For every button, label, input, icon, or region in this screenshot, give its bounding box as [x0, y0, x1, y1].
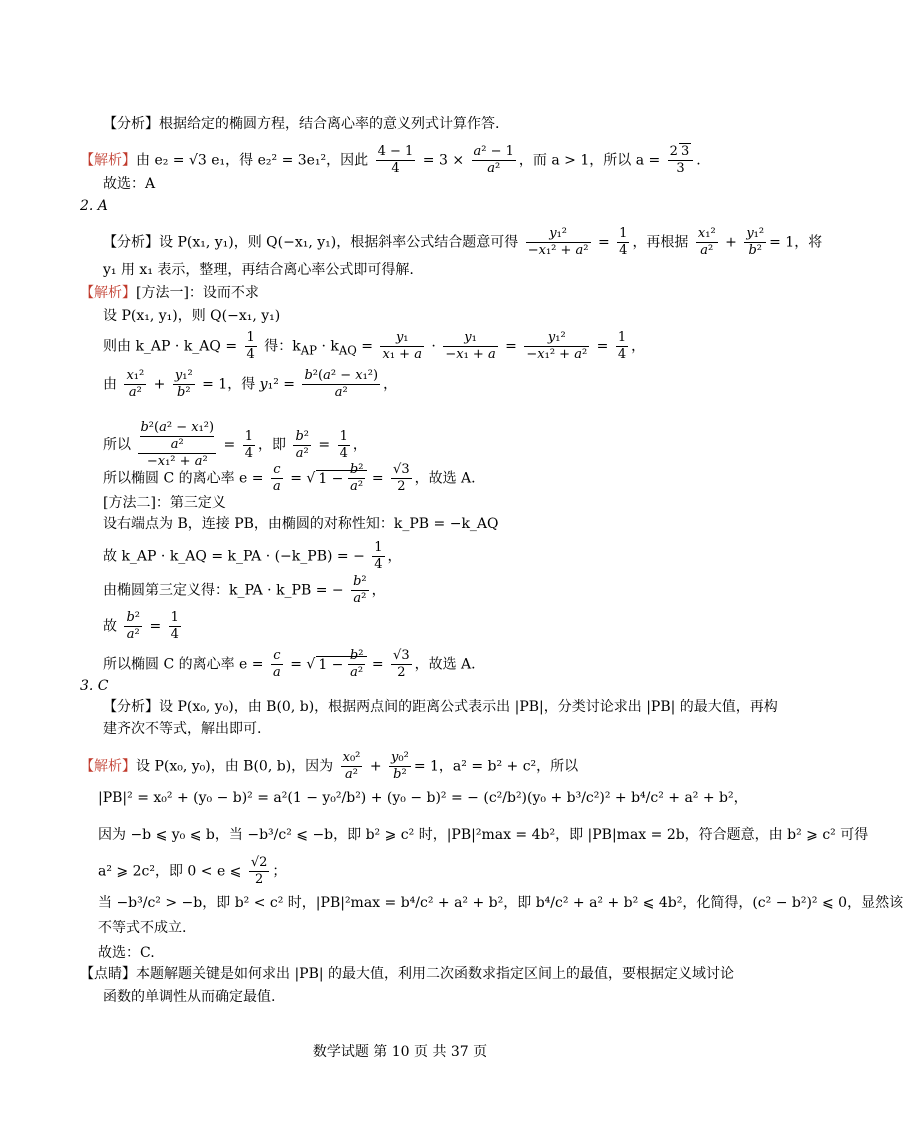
fraction: $\frac{1}{4}$ — [339, 428, 348, 461]
fraction: $\frac{\text{b²}}{\text{a²}}$ — [126, 610, 140, 642]
fraction: $\frac{1}{4}$ — [244, 428, 253, 461]
sol-line1-tail: = 1，a² = b² + c²，所以 — [413, 758, 579, 775]
ecc-text: 所以椭圆 C 的离心率 e = — [103, 656, 264, 673]
q3-case1-result: a² ⩾ 2c²，即 0 < e ⩽ $\frac{√2}{2}$ ； — [98, 855, 287, 887]
therefore-text: 所以 — [103, 437, 131, 453]
q2-therefore1: 所以 b²(a² − x₁²) a² −x₁² + a² = $\frac{1}{4}$ ，即 $\frac{\text{b²}}{\text{a²}}$ = $\frac{1}{4}$ ， — [103, 420, 367, 469]
case1-result-text: a² ⩾ 2c²，即 0 < e ⩽ — [98, 863, 242, 880]
q1-analysis: 【分析】根据给定的椭圆方程，结合离心率的意义列式计算作答. — [103, 116, 500, 132]
method1-label: [方法一]：设而不求 — [136, 285, 259, 301]
q2-kap-line: 则由 k_AP · k_AQ = $\frac{1}{4}$ 得：$k_{AP} \cdot k_{AQ}$ = $\frac{\text{y₁}}{\text{x₁ + a}}$ · $\frac{\text{y₁}}{\text{−x₁ + a}}$ = $\frac{\text{y₁²}}{\text{−x₁² + a²}}$ = $\frac{1}{4}$ ， — [103, 330, 646, 362]
fraction: $\frac{\text{y₁}}{\text{x₁ + a}}$ — [382, 330, 422, 362]
fraction: $\frac{√3}{2}$ — [393, 648, 410, 680]
solution-tag: 【解析】 — [80, 152, 136, 169]
q2-set-pq: 设 P(x₁, y₁)，则 Q(−x₁, y₁) — [103, 308, 281, 324]
q1-solution: 【解析】由 e₂ = √3 e₁，得 e₂² = 3e₁²，因此 $\frac{4 - 1}{4}$ = 3 × $\frac{\text{a² − 1}}{\text{a²}}$ ，而 a > 1，所以 a = $\frac{2 3}{3}$ . — [80, 144, 701, 176]
fraction: $\frac{\text{y₁²}}{\text{−x₁² + a²}}$ — [527, 226, 589, 258]
fraction: $\frac{√3}{2}$ — [393, 462, 410, 494]
q1-answer: 故选：A — [103, 176, 156, 192]
q2-so-ratio: 故 $\frac{\text{b²}}{\text{a²}}$ = $\frac{1}{4}$ — [103, 610, 179, 642]
q2-analysis-text: 【分析】设 P(x₁, y₁)，则 Q(−x₁, y₁)，根据斜率公式结合题意可得 — [103, 234, 519, 251]
q1-solution-text: 由 e₂ = √3 e₁，得 e₂² = 3e₁²，因此 — [136, 152, 369, 169]
fraction: $\frac{\text{x₁²}}{\text{a²}}$ — [126, 368, 145, 400]
q3-remark-line1: 【点睛】本题解题关键是如何求出 |PB| 的最大值，利用二次函数求指定区间上的最值，要根据定义域讨论 — [80, 966, 735, 982]
fraction: $\frac{c}{a}$ — [272, 648, 281, 680]
from-text: 由 — [103, 376, 117, 393]
fraction: $\frac{\text{b²}}{\text{a²}}$ — [353, 574, 367, 606]
fraction: $\frac{\text{y₁²}}{\text{b²}}$ — [746, 226, 765, 258]
q2-from-line: 由 $\frac{\text{x₁²}}{\text{a²}}$ + $\frac{\text{y₁²}}{\text{b²}}$ = 1，得 y₁² = $\frac{\text{b²(a² − x₁²)}}{\text{a²}}$ ， — [103, 368, 398, 400]
fraction: $\frac{\text{y₁²}}{\text{b²}}$ — [174, 368, 193, 400]
fraction: $\frac{1}{4}$ — [246, 330, 255, 362]
ecc-tail: ，故选 A. — [414, 470, 476, 487]
fraction: $\frac{\text{y₀²}}{\text{b²}}$ — [391, 750, 409, 782]
q2-method1 — [80, 283, 259, 303]
fraction: $\frac{2 3}{3}$ — [668, 144, 694, 177]
fraction: $\frac{\text{b²}}{\text{a²}}$ — [295, 428, 309, 461]
kap-text: 则由 k_AP · k_AQ = — [103, 338, 238, 355]
fraction: $\frac{√2}{2}$ — [250, 855, 268, 887]
fraction: $\frac{4 - 1}{4}$ — [377, 144, 414, 176]
so-ratio-text: 故 — [103, 618, 117, 635]
q3-case1-line: 因为 −b ⩽ y₀ ⩽ b，当 −b³/c² ⩽ −b，即 b² ⩾ c² 时，|PB|²max = 4b²，即 |PB|max = 2b，符合题意，由 b² ⩾ c² 可得 — [98, 827, 869, 843]
fraction: $\frac{\text{x₁²}}{\text{a²}}$ — [697, 226, 716, 258]
fraction: $\frac{\text{a² − 1}}{\text{a²}}$ — [473, 144, 514, 176]
q2-analysis-line2: y₁ 用 x₁ 表示，整理，再结合离心率公式即可得解. — [103, 262, 414, 278]
fraction: $\frac{\text{b²(a² − x₁²)}}{\text{a²}}$ — [304, 368, 379, 400]
page-footer: 数学试题 第 10 页 共 37 页 — [312, 1044, 488, 1060]
q2-analysis-end: = 1，将 — [769, 234, 823, 251]
q3-case2-end: 不等式不成立. — [98, 920, 187, 936]
q2-so-kap: 故 k_AP · k_AQ = k_PA · (−k_PB) = − $\frac{1}{4}$ ， — [103, 540, 402, 572]
complex-fraction: b²(a² − x₁²) a² −x₁² + a² — [140, 420, 215, 469]
q2-analysis-tail: ，再根据 — [632, 234, 689, 251]
q3-analysis-line2: 建齐次不等式，解出即可. — [103, 721, 262, 737]
ecc-text: 所以椭圆 C 的离心率 e = — [103, 470, 264, 487]
q2-ecc-line2: 所以椭圆 C 的离心率 e = $\frac{c}{a}$ = √ 1 − $\frac{\text{b²}}{\text{a²}}$ = $\frac{√3}{2}$ ，故选 A. — [103, 648, 476, 680]
q2-ecc-line1: 所以椭圆 C 的离心率 e = $\frac{c}{a}$ = √ 1 − $\frac{\text{b²}}{\text{a²}}$ = $\frac{√3}{2}$ ，故选 A. — [103, 462, 476, 494]
q3-case2-line: 当 −b³/c² > −b，即 b² < c² 时，|PB|²max = b⁴/c² + a² + b²，即 b⁴/c² + a² + b² ⩽ 4b²，化简得，(c² − b²)² ⩽ 0，显然该 — [98, 895, 903, 911]
fraction: $\frac{\text{y₁²}}{\text{−x₁² + a²}}$ — [526, 330, 588, 362]
fraction: $\frac{\text{x₀²}}{\text{a²}}$ — [342, 750, 361, 782]
solution-tag: 【解析】 — [80, 285, 136, 301]
fraction: $\frac{1}{4}$ — [170, 610, 179, 642]
fraction: $\frac{c}{a}$ — [272, 462, 281, 494]
so-kap-text: 故 k_AP · k_AQ = k_PA · (−k_PB) = — [103, 548, 349, 565]
q3-answer: 故选：C. — [98, 945, 155, 961]
q2-third-def: 由椭圆第三定义得：k_PA · k_PB = − $\frac{\text{b²}}{\text{a²}}$ ， — [103, 574, 386, 606]
q2-method2: [方法二]：第三定义 — [103, 495, 226, 511]
third-def-text: 由椭圆第三定义得：k_PA · k_PB = — [103, 582, 328, 599]
q3-pb-line: |PB|² = x₀² + (y₀ − b)² = a²(1 − y₀²/b²) + (y₀ − b)² = − (c²/b²)(y₀ + b³/c²)² + b⁴/c² + a² + b²， — [98, 790, 748, 806]
q2-analysis-line1: 【分析】设 P(x₁, y₁)，则 Q(−x₁, y₁)，根据斜率公式结合题意可得 $\frac{\text{y₁²}}{\text{−x₁² + a²}}$ = $\frac{1}{4}$ ，再根据 $\frac{\text{x₁²}}{\text{a²}}$ + $\frac{\text{y₁²}}{\text{b²}}$ = 1，将 — [103, 226, 823, 258]
q1-solution-tail: ，而 a > 1，所以 a = — [518, 152, 661, 169]
q3-remark-line2: 函数的单调性从而确定最值. — [103, 989, 276, 1005]
fraction: $\frac{1}{4}$ — [374, 540, 383, 572]
sol-line1-text: 设 P(x₀, y₀)，由 B(0, b)，因为 — [136, 758, 334, 775]
solution-tag: 【解析】 — [80, 758, 136, 775]
q2-right-vertex: 设右端点为 B，连接 PB，由椭圆的对称性知：k_PB = −k_AQ — [103, 516, 499, 532]
q3-sol-line1: 【解析】设 P(x₀, y₀)，由 B(0, b)，因为 $\frac{\text{x₀²}}{\text{a²}}$ + $\frac{\text{y₀²}}{\text{b²}}$ = 1，a² = b² + c²，所以 — [80, 750, 579, 782]
fraction: $\frac{1}{4}$ — [619, 226, 628, 258]
q2-number: 2. A — [80, 198, 108, 214]
q3-analysis-line1: 【分析】设 P(x₀, y₀)，由 B(0, b)，根据两点间的距离公式表示出 |PB|，分类讨论求出 |PB| 的最大值，再构 — [103, 699, 778, 715]
ecc-tail: ，故选 A. — [414, 656, 476, 673]
fraction: $\frac{1}{4}$ — [617, 330, 627, 362]
q3-number: 3. C — [80, 678, 109, 694]
fraction: $\frac{\text{y₁}}{\text{−x₁ + a}}$ — [445, 330, 496, 362]
